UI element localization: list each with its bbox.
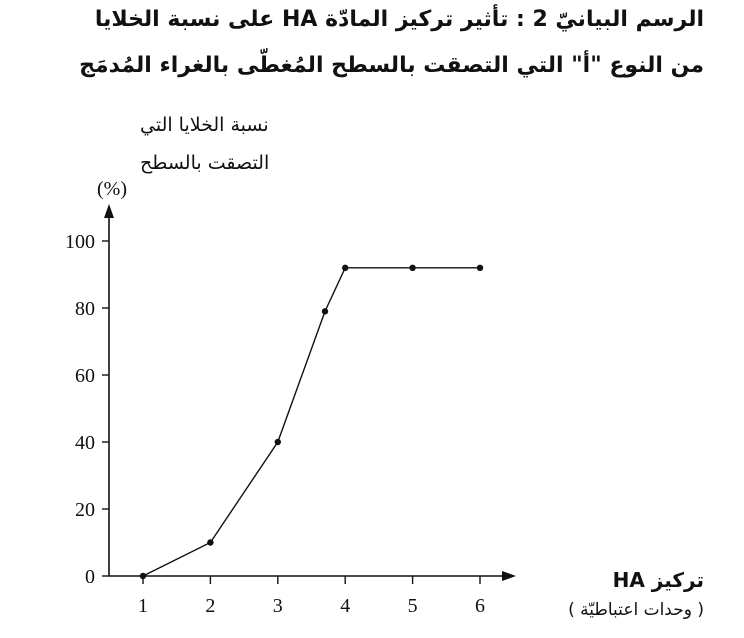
data-point bbox=[140, 573, 146, 579]
y-axis-label-line-1: نسبة الخلايا التي bbox=[140, 114, 269, 136]
x-tick-label: 3 bbox=[272, 595, 283, 617]
y-tick-label: 100 bbox=[65, 231, 95, 253]
y-tick-label: 80 bbox=[75, 298, 95, 320]
x-axis-label: تركيز HA bbox=[612, 568, 704, 592]
y-tick-label: 40 bbox=[75, 432, 95, 454]
y-tick-label: 60 bbox=[75, 365, 95, 387]
y-tick-label: 0 bbox=[85, 566, 95, 588]
x-tick-label: 4 bbox=[340, 595, 351, 617]
y-axis-label-line-2: التصقت بالسطح bbox=[140, 152, 270, 174]
chart-title-line-1: الرسم البيانيّ 2 : تأثير تركيز المادّة HA على نسبة الخلايا bbox=[94, 7, 704, 32]
x-tick-label: 2 bbox=[205, 595, 216, 617]
data-point bbox=[275, 439, 281, 445]
x-axis-arrow bbox=[502, 571, 516, 581]
data-point bbox=[207, 539, 213, 545]
x-tick-label: 6 bbox=[475, 595, 485, 617]
chart-title-line-2: من النوع "أ" التي التصقت بالسطح المُغطّى بالغراء المُدمَج bbox=[79, 53, 704, 78]
series-line bbox=[143, 268, 480, 576]
data-point bbox=[342, 265, 348, 271]
x-tick-label: 5 bbox=[407, 595, 418, 617]
y-axis-arrow bbox=[104, 204, 114, 218]
axes bbox=[104, 204, 516, 581]
data-point bbox=[409, 265, 415, 271]
data-point bbox=[477, 265, 483, 271]
y-tick-label: 20 bbox=[75, 499, 95, 521]
x-tick-label: 1 bbox=[138, 595, 148, 617]
x-axis-unit: ( وحدات اعتباطيّة ) bbox=[568, 600, 704, 620]
y-ticks bbox=[65, 231, 109, 588]
series bbox=[140, 265, 483, 580]
y-axis-unit: (%) bbox=[97, 178, 127, 200]
data-point bbox=[322, 308, 328, 314]
x-ticks bbox=[138, 576, 485, 617]
